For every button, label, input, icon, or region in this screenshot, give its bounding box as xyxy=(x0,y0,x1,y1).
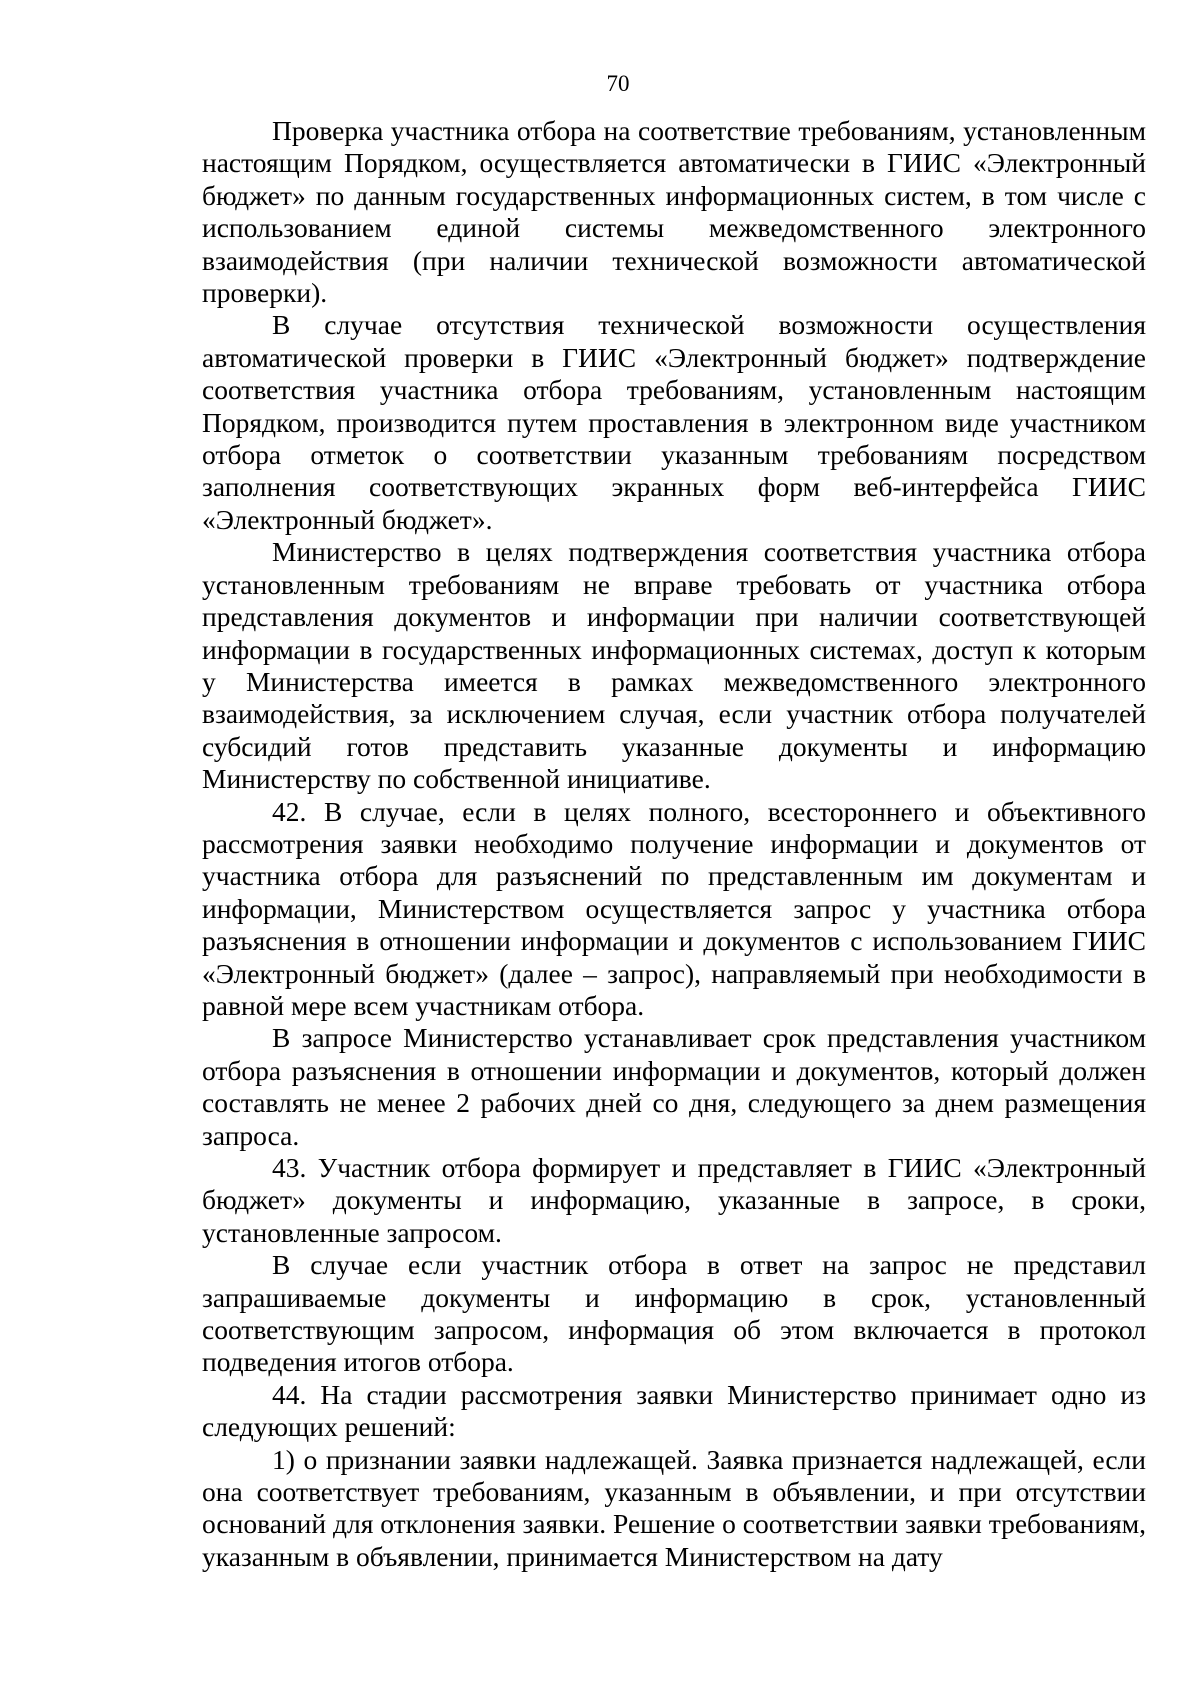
paragraph-section-43: 43. Участник отбора формирует и представляет в ГИИС «Электронный бюджет» документы и информацию, указанные в запросе, в сроки, установленные запросом. xyxy=(202,1152,1146,1248)
paragraph-item-1: 1) о признании заявки надлежащей. Заявка признается надлежащей, если она соответствует требованиям, указанным в объявлении, и при отсутствии оснований для отклонения заявки. Решение о соответствии заявки требованиям, указанным в объявлении, принимается Министерством на дату xyxy=(202,1443,1146,1572)
paragraph-request-deadline: В запросе Министерство устанавливает срок представления участником отбора разъяснения в отношении информации и документов, который должен составлять не менее 2 рабочих дней со дня, следующего за днем размещения запроса. xyxy=(202,1022,1146,1151)
paragraph-manual-confirmation: В случае отсутствия технической возможности осуществления автоматической проверки в ГИИС «Электронный бюджет» подтверждение соответствия участника отбора требованиям, установленным настоящим Порядком, производится путем проставления в электронном виде участником отбора отметок о соответствии указанным требованиям посредством заполнения соответствующих экранных форм веб-интерфейса ГИИС «Электронный бюджет». xyxy=(202,309,1146,535)
page-number: 70 xyxy=(606,71,630,96)
paragraph-section-42: 42. В случае, если в целях полного, всестороннего и объективного рассмотрения заявки необходимо получение информации и документов от участника отбора для разъяснений по представленным им документам и информации, Министерством осуществляется запрос у участника отбора разъяснения в отношении информации и документов с использованием ГИИС «Электронный бюджет» (далее – запрос), направляемый при необходимости в равной мере всем участникам отбора. xyxy=(202,795,1146,1021)
document-body xyxy=(202,115,1146,1573)
paragraph-automatic-check: Проверка участника отбора на соответствие требованиям, установленным настоящим Порядком, осуществляется автоматически в ГИИС «Электронный бюджет» по данным государственных информационных систем, в том числе с использованием единой системы межведомственного электронного взаимодействия (при наличии технической возможности автоматической проверки). xyxy=(202,115,1146,309)
paragraph-section-44: 44. На стадии рассмотрения заявки Министерство принимает одно из следующих решений: xyxy=(202,1378,1146,1443)
paragraph-no-response: В случае если участник отбора в ответ на запрос не представил запрашиваемые документы и информацию в срок, установленный соответствующим запросом, информация об этом включается в протокол подведения итогов отбора. xyxy=(202,1249,1146,1378)
paragraph-ministry-no-request: Министерство в целях подтверждения соответствия участника отбора установленным требованиям не вправе требовать от участника отбора представления документов и информации при наличии соответствующей информации в государственных информационных системах, доступ к которым у Министерства имеется в рамках межведомственного электронного взаимодействия, за исключением случая, если участник отбора получателей субсидий готов представить указанные документы и информацию Министерству по собственной инициативе. xyxy=(202,536,1146,795)
